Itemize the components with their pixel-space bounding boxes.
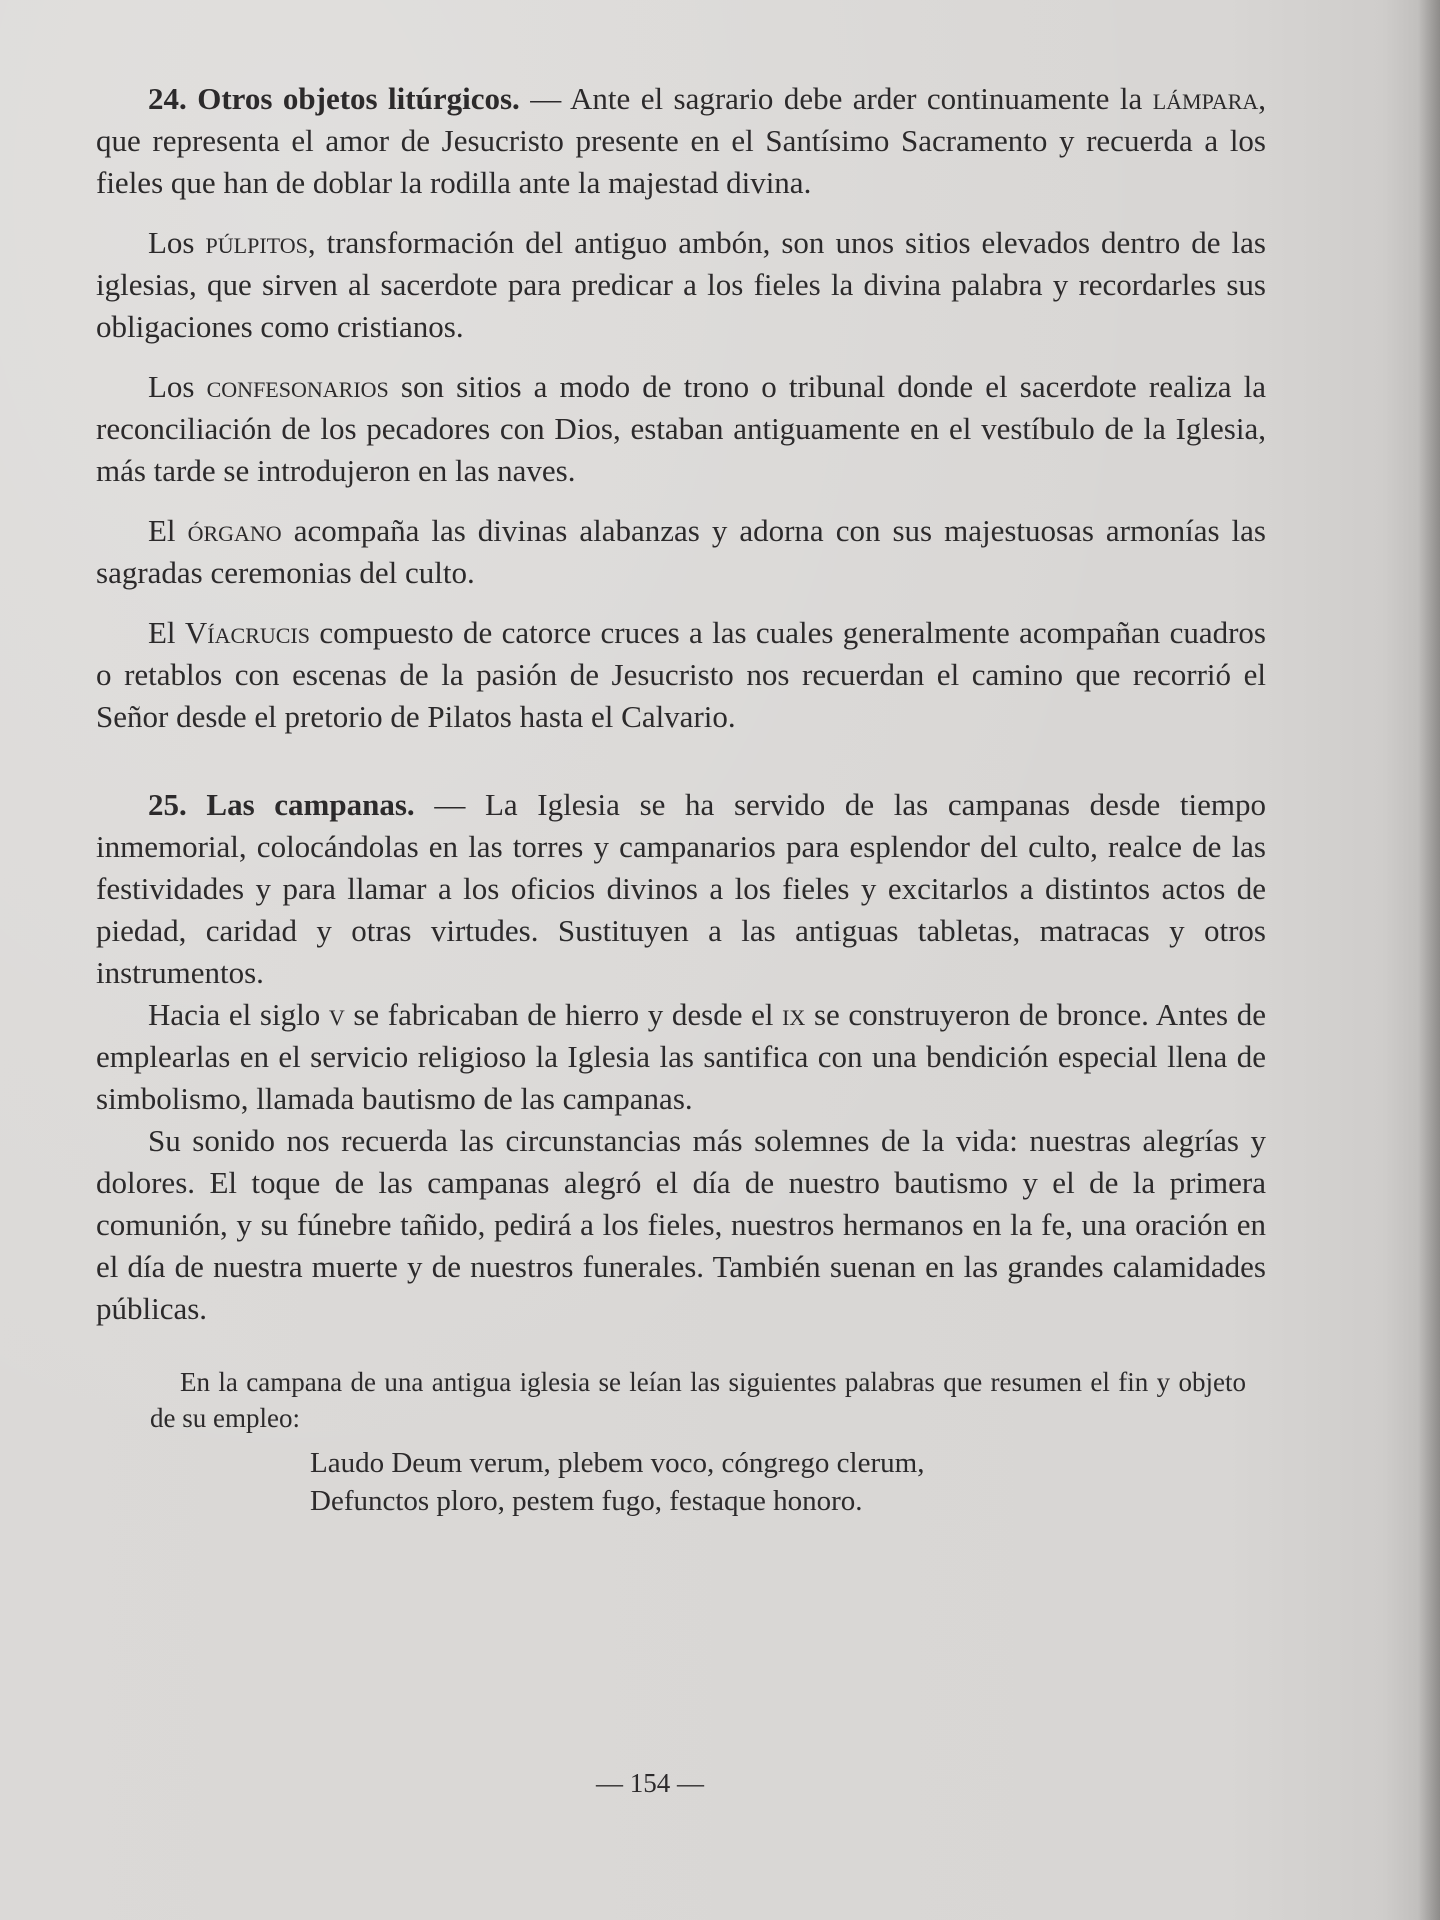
paragraph-text: se fabricaban de hierro y desde el (344, 997, 783, 1032)
term-confesonarios: confesonarios (206, 369, 389, 404)
paragraph-text: se construyeron de bronce. Antes de emplearlas en el servicio religioso la Iglesia las santifica con una bendición especial llena de simbolismo, llamada bautismo de las campanas. (96, 997, 1266, 1116)
paragraph-section-25 (96, 784, 1266, 994)
paragraph-text: acompaña las divinas alabanzas y adorna con sus majestuosas armonías las sagradas ceremonias del culto. (96, 513, 1266, 590)
section-title: Las campanas. (206, 787, 415, 822)
term-viacrucis: Víacrucis (184, 615, 310, 650)
section-number: 25. (148, 787, 187, 822)
section-number: 24. (148, 81, 187, 116)
term-organo: órgano (187, 513, 282, 548)
paragraph-text: , transformación del antiguo ambón, son unos sitios elevados dentro de las iglesias, que sirven al sacerdote para predicar a los fieles la divina palabra y recordarles sus obligaciones como cristianos. (96, 225, 1266, 344)
paragraph-organo (96, 510, 1266, 594)
paragraph-text: Hacia el siglo (148, 997, 329, 1032)
section-intro-text: — Ante el sagrario debe arder continuamente la (519, 81, 1153, 116)
footnote-text: En la campana de una antigua iglesia se leían las siguientes palabras que resumen el fin y objeto de su empleo: (150, 1367, 1246, 1433)
paragraph-lead: El (148, 513, 188, 548)
latin-verse (310, 1444, 1246, 1520)
page-number: — 154 — (596, 1768, 704, 1798)
verse-line: Defunctos ploro, pestem fugo, festaque honoro. (310, 1485, 863, 1517)
term-pulpitos: púlpitos (205, 225, 308, 260)
section-title: Otros objetos litúrgicos. (197, 81, 520, 116)
paragraph-section-24 (96, 78, 1266, 204)
paragraph-lead: Los (148, 369, 207, 404)
roman-numeral-v: v (328, 997, 345, 1032)
footnote-block (150, 1364, 1246, 1520)
paragraph-pulpitos (96, 222, 1266, 348)
roman-numeral-ix: ix (782, 997, 806, 1032)
paragraph-lead: El (148, 615, 185, 650)
paragraph-text: , que representa el amor de Jesucristo presente en el Santísimo Sacramento y recuerda a los fieles que han de doblar la rodilla ante la majestad divina. (96, 81, 1267, 200)
paragraph-hierro (96, 994, 1266, 1120)
paragraph-text: — La Iglesia se ha servido de las campanas desde tiempo inmemorial, colocándolas en las torres y campanarios para esplendor del culto, realce de las festividades y para llamar a los oficios divinos a los fieles y excitarlos a distintos actos de piedad, caridad y otras virtudes. Sustituyen a las antiguas tabletas, matracas y otros instrumentos. (96, 787, 1267, 990)
paragraph-viacrucis (96, 612, 1266, 738)
paragraph-text: Su sonido nos recuerda las circunstancias más solemnes de la vida: nuestras alegrías y dolores. El toque de las campanas alegró el día de nuestro bautismo y el de la primera comunión, y su fúnebre tañido, pedirá a los fieles, nuestros hermanos en la fe, una oración en el día de nuestra muerte y de nuestros funerales. También suenan en las grandes calamidades públicas. (96, 1123, 1266, 1326)
term-lampara: lámpara (1152, 81, 1259, 116)
paragraph-text: son sitios a modo de trono o tribunal donde el sacerdote realiza la reconciliación de los pecadores con Dios, estaban antiguamente en el vestíbulo de la Iglesia, más tarde se introdujeron en las naves. (96, 369, 1266, 488)
paragraph-confesonarios (96, 366, 1266, 492)
paragraph-text: compuesto de catorce cruces a las cuales generalmente acompañan cuadros o retablos con escenas de la pasión de Jesucristo nos recuerdan el camino que recorrió el Señor desde el pretorio de Pilatos hasta el Calvario. (96, 615, 1266, 734)
page-text (96, 78, 1266, 1520)
verse-line: Laudo Deum verum, plebem voco, cóngrego clerum, (310, 1447, 925, 1479)
paragraph-sonido (96, 1120, 1266, 1330)
paragraph-lead: Los (148, 225, 206, 260)
